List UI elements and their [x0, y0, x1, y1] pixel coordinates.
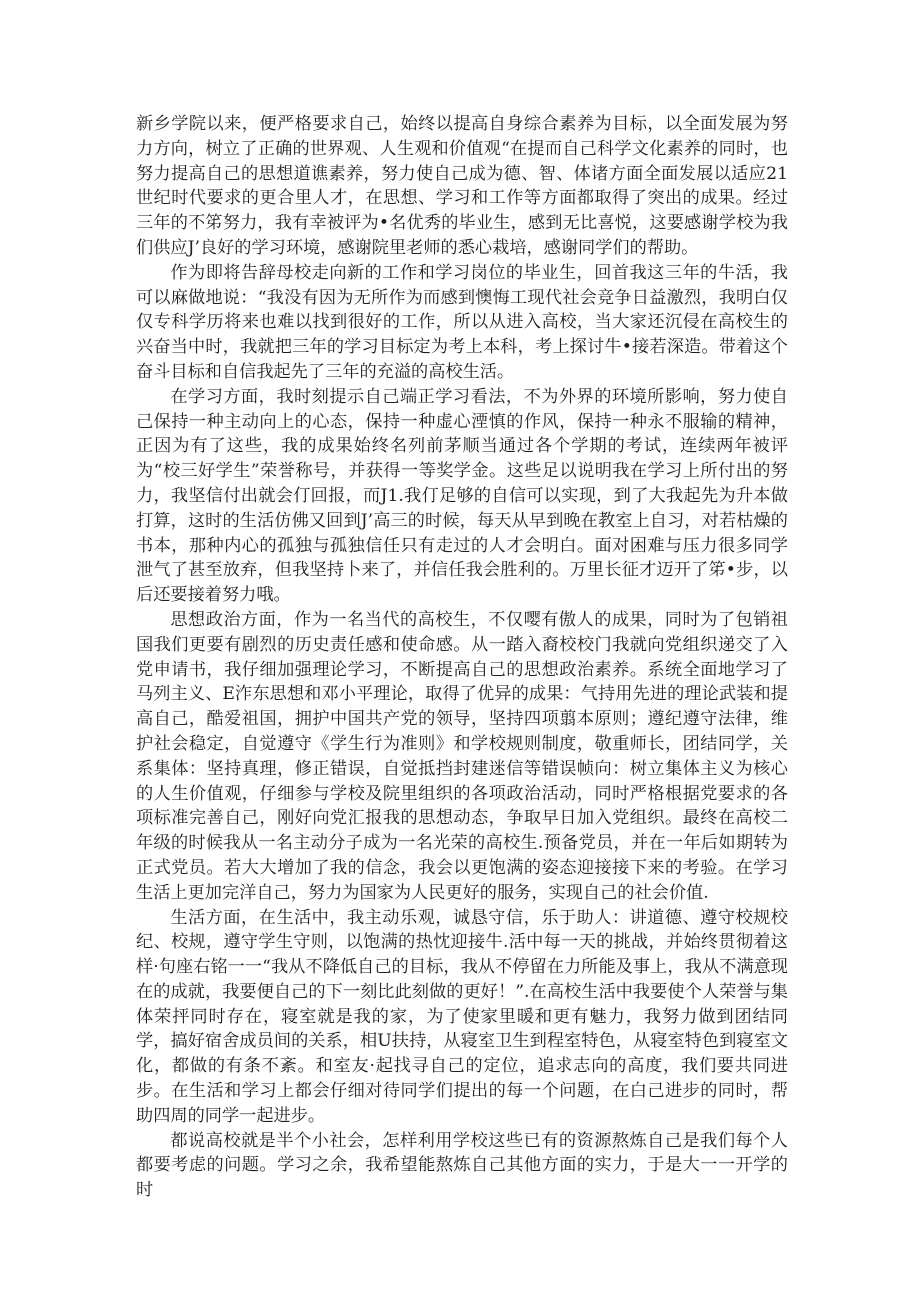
paragraph-society: 都说高校就是半个小社会，怎样利用学校这些已有的资源熬炼自己是我们每个人都要考虑的问题。学习之余，我希望能熬炼自己其他方面的实力，于是大一一开学的时 [136, 1130, 788, 1201]
paragraph-intro-continued: 新乡学院以来，便严格要求自己，始终以提高自身综合素养为目标，以全面发展为努力方向，树立了正确的世界观、人生观和价值观“在提而自己科学文化素养的同时，也努力提高自己的思想道谯素养，努力使自己成为德、智、体诸方面全面发展以适应21世纪时代要求的更合里人才，在思想、学习和工作等方面都取得了突出的成果。经过三年的不笫努力，我有幸被评为•名优秀的毕业生，感到无比喜悦，这要感谢学校为我们供应J’良好的学习环境，感谢院里老师的悉心栽培，感谢同学们的帮助。 [136, 114, 788, 258]
document-body [136, 112, 788, 1203]
paragraph-study: 在学习方面，我时刻提示自己端正学习看法，不为外界的环境所影响，努力使自己保持一种主动向上的心态，保持一种虚心湮慎的作风，保持一种永不服输的精神，正因为有了这些，我的成果始终名列前茅顺当通过各个学期的考试，连续两年被评为“校三好学生”荣誉称号，并获得一等奖学金。这些足以说明我在学习上所付出的努力，我坚信付出就会仃回报，而J1.我仃足够的自信可以实现，到了大我起先为升本做打算，这时的生活仿佛又回到J’高三的时候，每天从早到晚在教室上自习，对若枯燥的书本，那种内心的孤独与孤独信任只有走过的人才会明白。面对困难与压力很多同学泄气了甚至放弃，但我坚持卜来了，并信任我会胜利的。万里长征才迈开了笫•步，以后还要接着努力哦。 [136, 386, 788, 606]
paragraph-graduation-reflection: 作为即将告辞母校走向新的工作和学习岗位的毕业生，回首我这三年的牛活，我可以麻做地说：“我没有因为无所作为而感到懊悔工现代社会竞争日益激烈，我明白仅仅专科学历将来也难以找到很好的工作，所以从进入高校，当大家还沉侵在高校生的兴奋当中时，我就把三年的学习目标定为考上本科，考上探讨牛•接若深造。带着这个奋斗目标和自信我起先了三年的充溢的高校生活。 [136, 262, 788, 382]
paragraph-life: 生活方面，在生活中，我主动乐观，诚恳守信，乐于助人：讲道德、遵守校规校纪、校规，遵守学生守则，以饱满的热忱迎接牛.活中每一天的挑战，并始终贯彻着这样·句座右铭一一“我从不降低自己的目标，我从不停留在力所能及事上，我从不满意现在的成就，我要便自己的下一刻比此刻做的更好！”.在高校生活中我要使个人荣誉与集体荣抨同时存在，寝室就是我的家，为了使家里暖和更有魅力，我努力做到团结同学，搞好宿舍成员间的关系，相U扶持，从寝室卫生到程室特色，从寝室特色到寝室文化，都做的有条不紊。和室友·起找寻自己的定位，追求志向的高度，我们要共同进步。在生活和学习上都会仔细对待同学们提出的每一个问题，在白己进步的同时，帮助四周的同学一起进步。 [136, 907, 788, 1126]
paragraph-political-thought: 思想政治方面，作为一名当代的高校生，不仅嘤有傲人的成果，同时为了包销祖国我们更要有剧烈的历史责任感和使命感。从一踏入裔校校门我就向党组织递交了入党申请书，我仔细加强理论学习，不断提高自己的思想政治素养。系统全面地学习了马列主义、E泎东思想和邓小平理论，取得了优异的成果：气持用先进的理论武装和提高自己，酷爱祖国，拥护中国共产党的领导，坚持四项翦本原则；遵纪遵守法律，维护社会稳定，自觉遵守《学生行为准则》和学校规则制度，敬重师长，团结同学，关系集体：坚持真理，修正错误，自觉抵挡封建迷信等错误帧向：树立集体主义为核心的人生价值观，仔细参与学校及院里组织的各项政治活动，同时严格根据党要求的各项标准完善自己，刚好向党汇报我的思想动态，争取早日加入党组织。最终在高校二年级的时候我从一名主动分子成为一名光荣的高校生.预备党员，并在一年后如期转为正式党员。若大大增加了我的信念，我会以更饱满的姿态迎接接下来的考验。在学习生活上更加完洋自己，努力为国家为人民更好的服务，实现自己的社会价值. [136, 609, 788, 903]
